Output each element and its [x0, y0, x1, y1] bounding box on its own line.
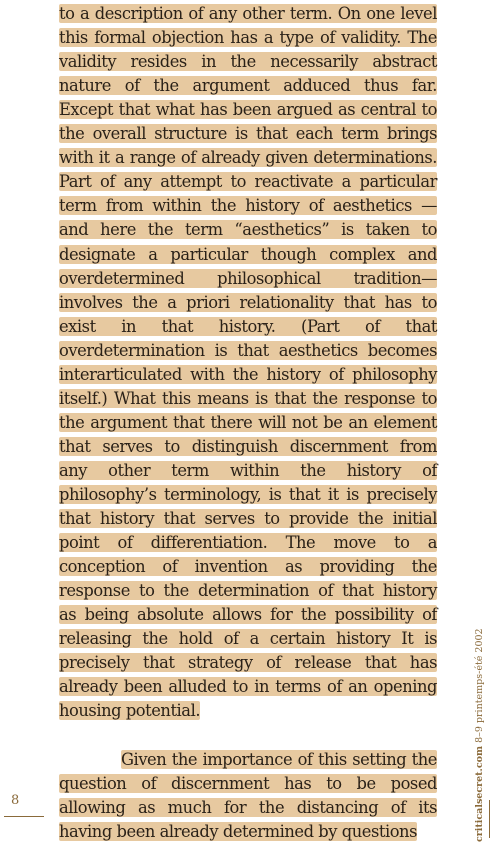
text-line: housing potential.: [59, 701, 201, 721]
running-footer: [474, 628, 485, 842]
text-line: as being absolute allows for the possibility of: [59, 605, 437, 625]
text-line: term from within the history of aesthetics —: [59, 196, 437, 216]
text-line: that serves to distinguish discernment from: [59, 436, 437, 456]
text-line: nature of the argument adduced thus far.: [59, 76, 437, 96]
text-line: having been already determined by questions: [59, 821, 417, 841]
text-line: Given the importance of this setting the: [121, 749, 437, 769]
text-line: this formal objection has a type of validity. The: [59, 28, 437, 48]
text-line: overdetermined philosophical tradition—: [59, 268, 437, 288]
text-line: overdetermination is that aesthetics becomes: [59, 340, 437, 360]
text-line: Part of any attempt to reactivate a particular: [59, 172, 437, 192]
text-line: philosophy’s terminology, is that it is precisely: [59, 485, 437, 504]
text-line: that history that serves to provide the initial: [59, 509, 437, 529]
text-line: validity resides in the necessarily abstract: [59, 52, 437, 72]
page-number-rule: [4, 816, 44, 817]
text-line: interarticulated with the history of philosophy: [59, 364, 437, 384]
text-line: designate a particular though complex and: [59, 244, 437, 264]
text-line: the argument that there will not be an element: [59, 412, 437, 432]
text-line: Except that what has been argued as central to: [59, 100, 437, 120]
text-line: already been alluded to in terms of an opening: [59, 677, 437, 697]
text-line: point of differentiation. The move to a: [59, 533, 437, 553]
text-line: response to the determination of that history: [59, 581, 437, 601]
text-line: exist in that history. (Part of that: [59, 316, 437, 336]
text-line: with it a range of already given determinations.: [59, 148, 437, 168]
side-rule: [489, 800, 490, 838]
text-line: releasing the hold of a certain history It is: [59, 629, 437, 649]
text-line: allowing as much for the distancing of its: [59, 797, 437, 817]
text-line: any other term within the history of: [59, 460, 437, 480]
text-line: precisely that strategy of release that has: [59, 653, 437, 673]
text-line: conception of invention as providing the: [59, 557, 437, 577]
text-line: to a description of any other term. On one level: [59, 4, 437, 23]
running-footer-site: criticalsecret.com: [474, 745, 485, 842]
text-line: the overall structure is that each term brings: [59, 124, 437, 144]
text-line: itself.) What this means is that the response to: [59, 388, 437, 408]
text-line: question of discernment has to be posed: [59, 773, 437, 793]
text-line: involves the a priori relationality that has to: [59, 292, 437, 312]
text-line: and here the term “aesthetics” is taken to: [59, 220, 437, 240]
running-footer-issue: 8–9 printemps-été 2002: [474, 628, 485, 743]
page-number: 8: [11, 793, 20, 808]
